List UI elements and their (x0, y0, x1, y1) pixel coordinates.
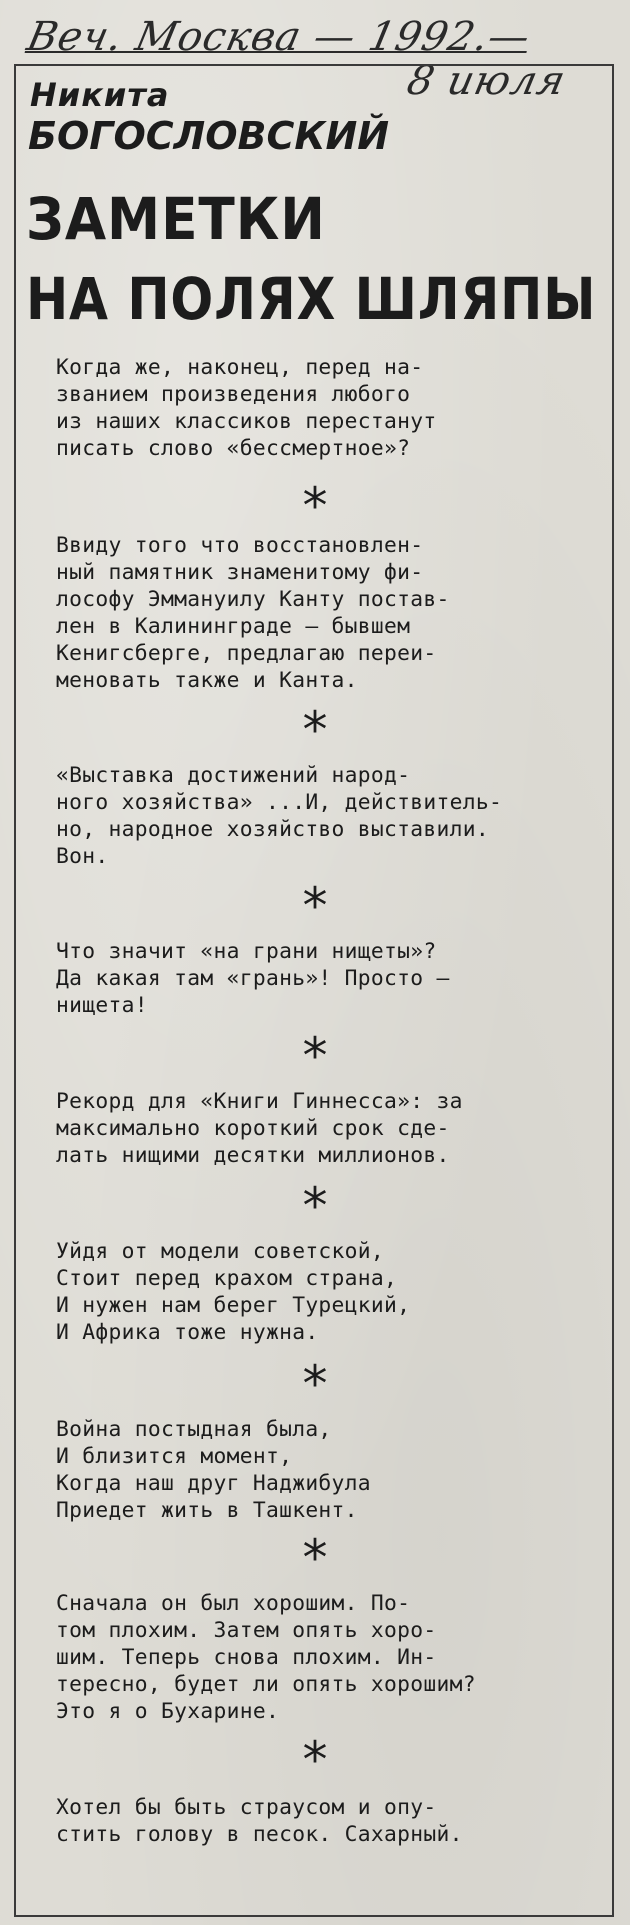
poem-line: Стоит перед крахом страна, (56, 1266, 398, 1291)
author-first-name: Никита (30, 76, 170, 114)
paragraph-line: ного хозяйства» ...И, действитель- (56, 790, 503, 815)
paragraph-line: Это я о Бухарине. (56, 1699, 280, 1724)
paragraph-line: шим. Теперь снова плохим. Ин- (56, 1645, 437, 1670)
paragraph-line: лософу Эммануилу Канту постав- (56, 587, 450, 612)
article-title-line-2: НА ПОЛЯХ ШЛЯПЫ (26, 265, 597, 333)
paragraph-line: тересно, будет ли опять хорошим? (56, 1672, 476, 1697)
article-paragraph (56, 1088, 608, 1169)
asterisk-separator: * (302, 1731, 328, 1789)
paragraph-line: «Выставка достижений народ- (56, 763, 411, 788)
paragraph-line: лен в Калининграде — бывшем (56, 614, 411, 639)
paragraph-line: Вон. (56, 844, 109, 869)
handwritten-date-note: 8 июля (403, 58, 570, 104)
poem-line: Уйдя от модели советской, (56, 1239, 385, 1264)
paragraph-line: званием произведения любого (56, 382, 411, 407)
paragraph-line: лать нищими десятки миллионов. (56, 1143, 450, 1168)
asterisk-separator: * (302, 477, 328, 535)
paragraph-line: Да какая там «грань»! Просто — (56, 966, 450, 991)
paragraph-line: писать слово «бессмертное»? (56, 436, 411, 461)
handwritten-source-note: Веч. Москва — 1992.— (23, 14, 535, 60)
article-poem (56, 1238, 608, 1346)
poem-line: Когда наш друг Наджибула (56, 1471, 371, 1496)
article-paragraph (56, 938, 608, 1019)
article-paragraph (56, 354, 608, 462)
paragraph-line: нищета! (56, 993, 148, 1018)
author-last-name: БОГОСЛОВСКИЙ (28, 114, 390, 158)
asterisk-separator: * (302, 1355, 328, 1413)
article-paragraph (56, 1590, 608, 1725)
article-paragraph (56, 532, 608, 694)
asterisk-separator: * (302, 1529, 328, 1587)
paragraph-line: максимально короткий срок сде- (56, 1116, 450, 1141)
article-paragraph (56, 762, 608, 870)
article-poem (56, 1416, 608, 1524)
asterisk-separator: * (302, 877, 328, 935)
poem-line: И нужен нам берег Турецкий, (56, 1293, 411, 1318)
paragraph-line: Кенигсберге, предлагаю переи- (56, 641, 437, 666)
paragraph-line: из наших классиков перестанут (56, 409, 437, 434)
paragraph-line: Рекорд для «Книги Гиннесса»: за (56, 1089, 463, 1114)
paragraph-line: Сначала он был хорошим. По- (56, 1591, 411, 1616)
asterisk-separator: * (302, 1177, 328, 1235)
poem-line: Приедет жить в Ташкент. (56, 1498, 358, 1523)
asterisk-separator: * (302, 701, 328, 759)
paragraph-line: но, народное хозяйство выставили. (56, 817, 490, 842)
article-paragraph (56, 1794, 608, 1848)
paragraph-line: Ввиду того что восстановлен- (56, 533, 424, 558)
poem-line: Война постыдная была, (56, 1417, 332, 1442)
poem-line: И близится момент, (56, 1444, 293, 1469)
poem-line: И Африка тоже нужна. (56, 1320, 319, 1345)
asterisk-separator: * (302, 1027, 328, 1085)
paragraph-line: Когда же, наконец, перед на- (56, 355, 424, 380)
paragraph-line: Что значит «на грани нищеты»? (56, 939, 437, 964)
article-title-line-1: ЗАМЕТКИ (26, 185, 326, 253)
paragraph-line: том плохим. Затем опять хоро- (56, 1618, 437, 1643)
paragraph-line: меновать также и Канта. (56, 668, 358, 693)
paragraph-line: Хотел бы быть страусом и опу- (56, 1795, 437, 1820)
paragraph-line: ный памятник знаменитому фи- (56, 560, 424, 585)
paragraph-line: стить голову в песок. Сахарный. (56, 1822, 463, 1847)
